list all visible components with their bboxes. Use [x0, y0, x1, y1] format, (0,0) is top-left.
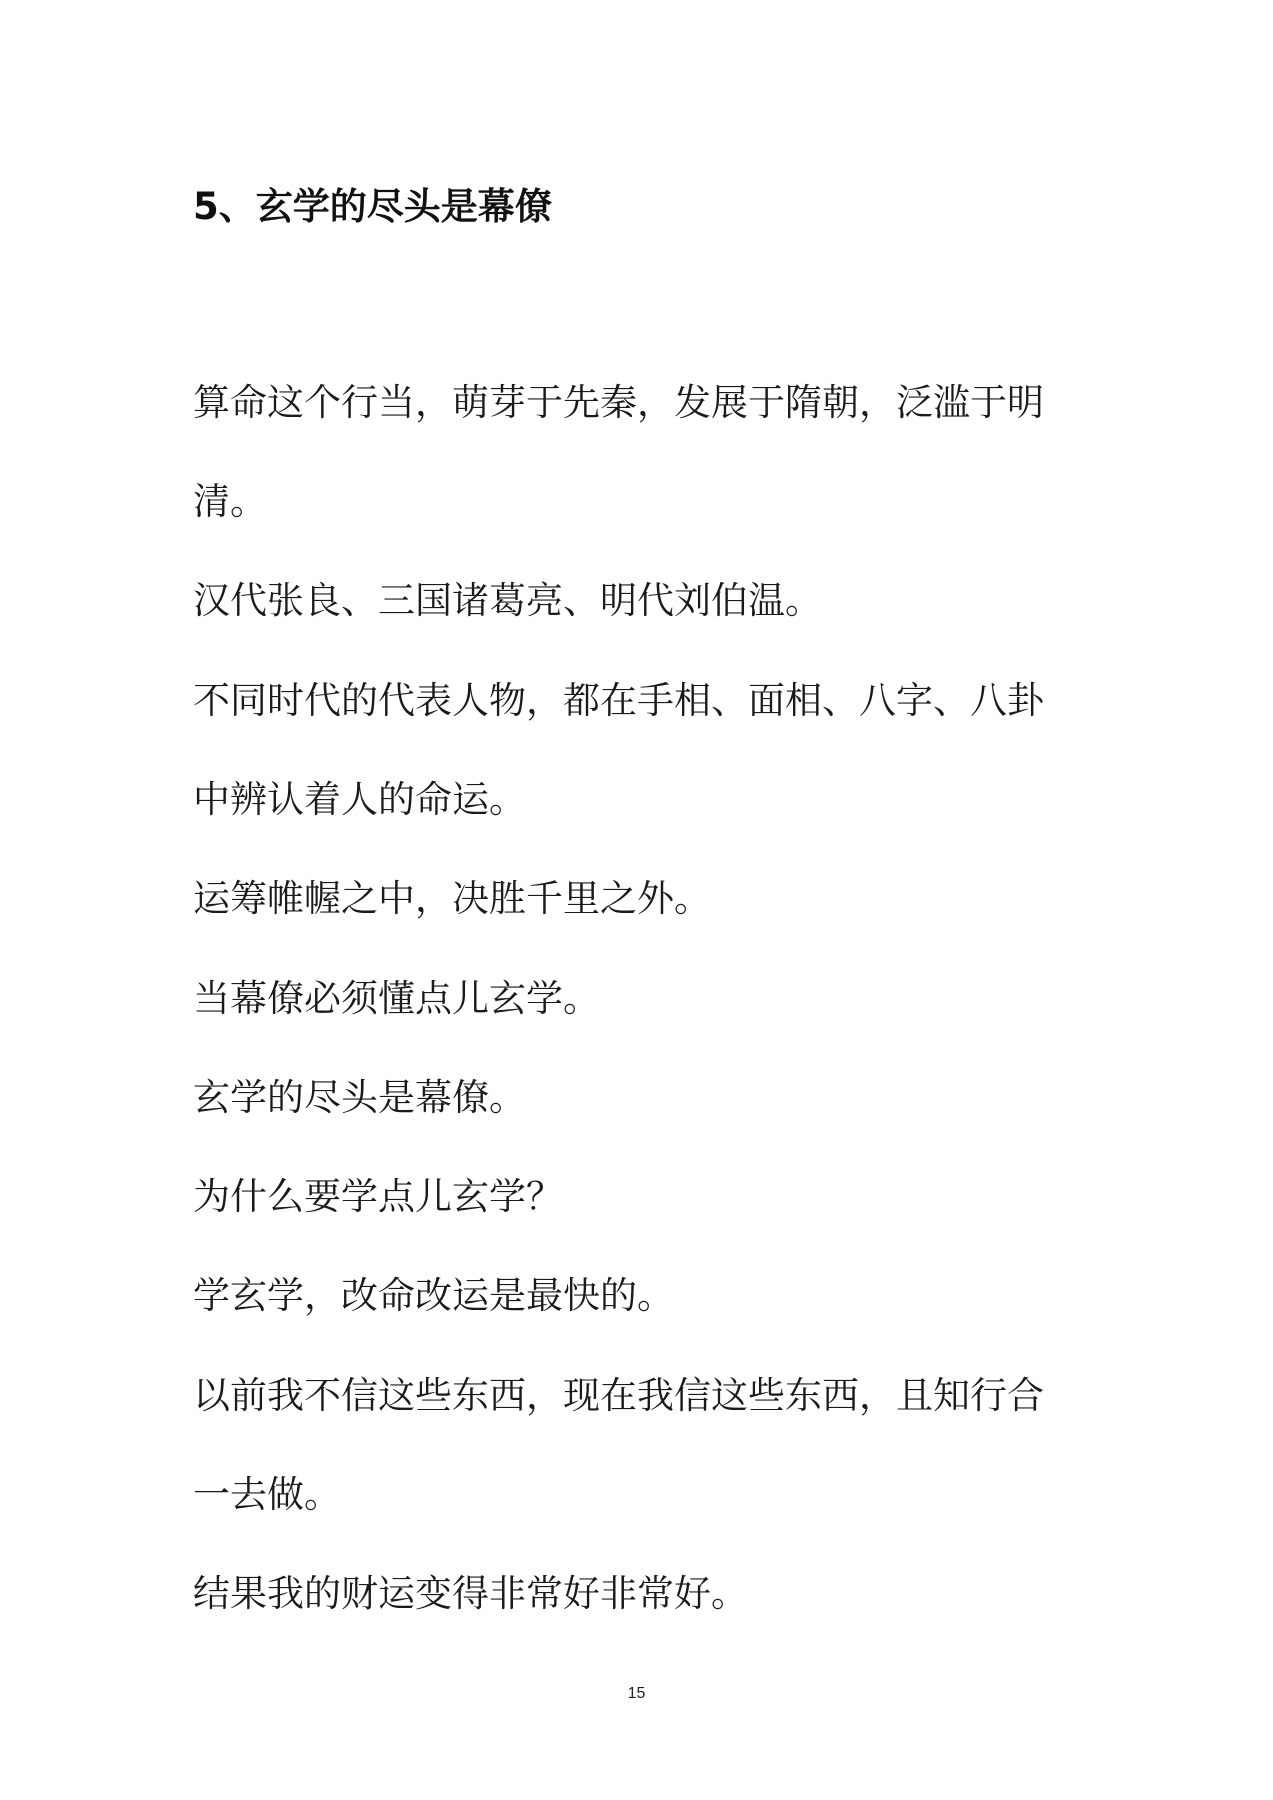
paragraph-line: 清。 [193, 480, 267, 523]
paragraph-line: 不同时代的代表人物，都在手相、面相、八字、八卦 [193, 679, 1044, 722]
paragraph-line: 为什么要学点儿玄学？ [193, 1175, 563, 1218]
paragraph-line: 汉代张良、三国诸葛亮、明代刘伯温。 [193, 579, 822, 622]
paragraph-line: 运筹帷幄之中，决胜千里之外。 [193, 877, 711, 920]
section-heading: 5、玄学的尽头是幕僚 [193, 185, 552, 228]
paragraph-line: 学玄学，改命改运是最快的。 [193, 1274, 674, 1317]
paragraph-line: 一去做。 [193, 1473, 341, 1516]
paragraph-line: 算命这个行当，萌芽于先秦，发展于隋朝，泛滥于明 [193, 381, 1044, 424]
page-number: 15 [627, 1685, 646, 1702]
paragraph-line: 以前我不信这些东西，现在我信这些东西，且知行合 [193, 1374, 1044, 1417]
paragraph-line: 中辨认着人的命运。 [193, 778, 526, 821]
paragraph-line: 玄学的尽头是幕僚。 [193, 1076, 526, 1119]
paragraph-line: 当幕僚必须懂点儿玄学。 [193, 977, 600, 1020]
paragraph-line: 结果我的财运变得非常好非常好。 [193, 1572, 748, 1615]
